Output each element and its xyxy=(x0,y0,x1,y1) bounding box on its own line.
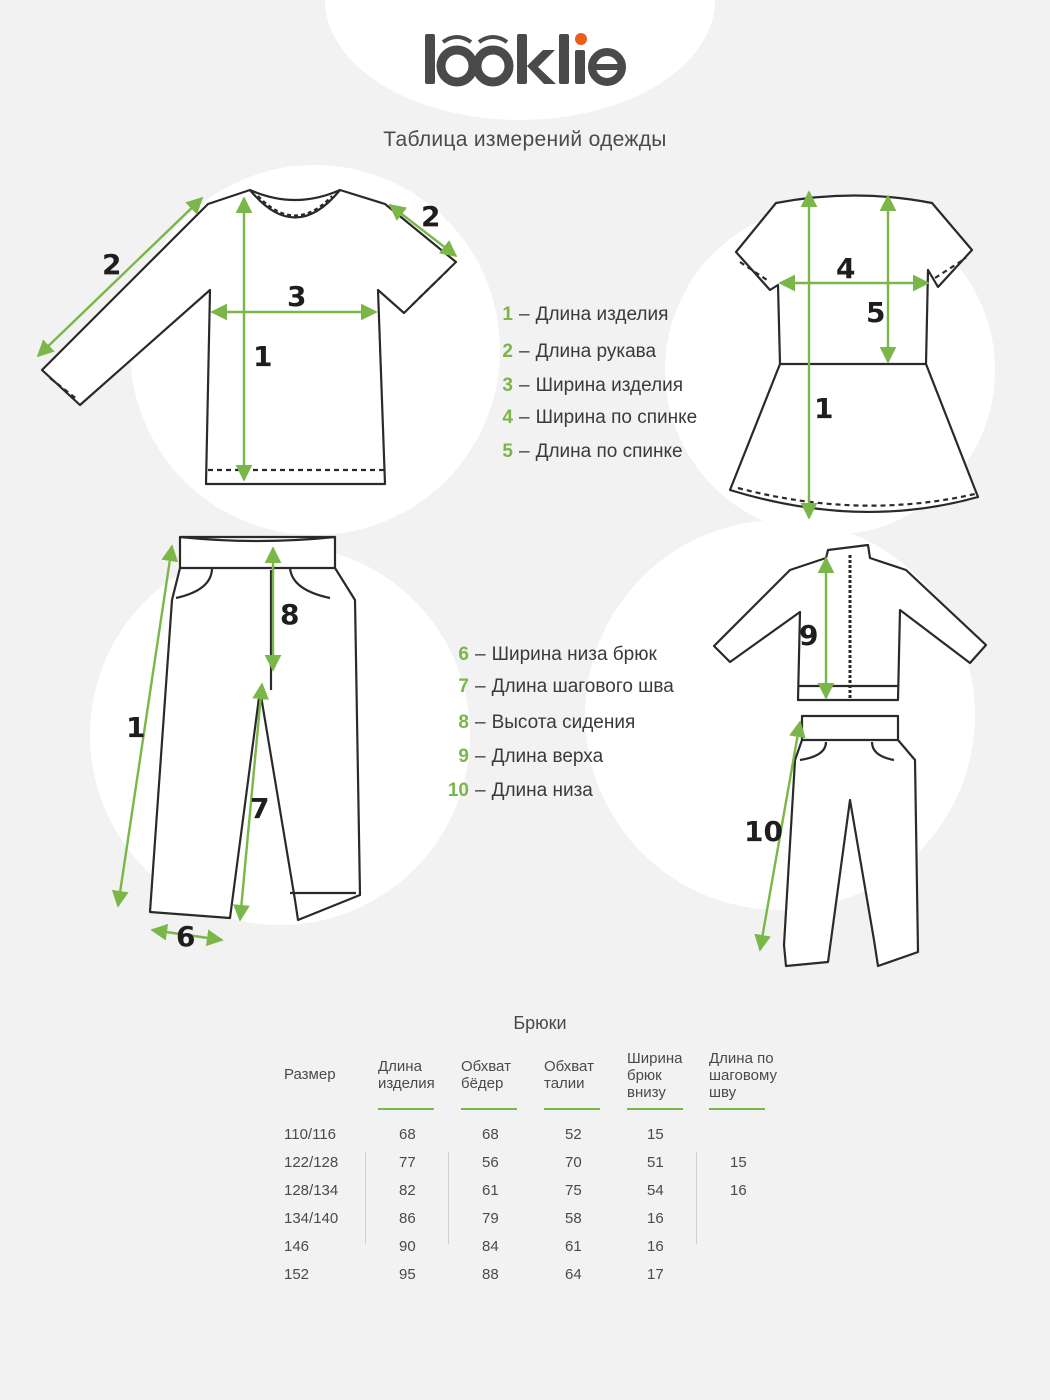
value-cell: 88 xyxy=(482,1266,499,1283)
value-cell: 68 xyxy=(482,1126,499,1143)
value-cell: 84 xyxy=(482,1238,499,1255)
tshirt-label-width: 3 xyxy=(287,280,307,313)
value-cell: 90 xyxy=(399,1238,416,1255)
dress-label-length: 1 xyxy=(814,392,834,425)
value-cell: 68 xyxy=(399,1126,416,1143)
header-underline xyxy=(709,1108,765,1110)
tshirt-label-length: 1 xyxy=(253,340,273,373)
legend-item: 8 – Высота сидения xyxy=(458,712,636,733)
value-cell: 51 xyxy=(647,1154,664,1171)
legend-item: 5 – Длина по спинке xyxy=(502,441,683,462)
legend-item: 7 – Длина шагового шва xyxy=(458,676,674,697)
value-cell: 82 xyxy=(399,1182,416,1199)
dress-label-back-length: 5 xyxy=(866,296,886,329)
suit-label-bottom-length: 10 xyxy=(744,815,783,848)
pants-label-bottom-width: 6 xyxy=(176,920,196,953)
header-underline xyxy=(627,1108,683,1110)
legend-item: 9 – Длина верха xyxy=(458,746,604,767)
header-hips: Обхват бёдер xyxy=(461,1058,511,1092)
value-cell: 61 xyxy=(482,1182,499,1199)
header-size: Размер xyxy=(284,1066,336,1083)
header-waist: Обхват талии xyxy=(544,1058,594,1092)
header-length: Длина изделия xyxy=(378,1058,435,1092)
size-cell: 146 xyxy=(284,1238,310,1255)
value-cell: 52 xyxy=(565,1126,582,1143)
value-cell: 17 xyxy=(647,1266,664,1283)
size-cell: 152 xyxy=(284,1266,310,1283)
legend-item: 10 – Длина низа xyxy=(447,780,593,801)
header-underline xyxy=(461,1108,517,1110)
value-cell: 77 xyxy=(399,1154,416,1171)
value-cell: 79 xyxy=(482,1210,499,1227)
suit-label-top-length: 9 xyxy=(799,619,819,652)
size-cell: 128/134 xyxy=(284,1182,339,1199)
value-cell: 61 xyxy=(565,1238,582,1255)
size-cell: 110/116 xyxy=(284,1126,336,1143)
value-cell: 16 xyxy=(647,1238,664,1255)
value-cell: 16 xyxy=(730,1182,747,1199)
value-cell: 75 xyxy=(565,1182,582,1199)
value-cell: 15 xyxy=(647,1126,664,1143)
legend-item: 6 – Ширина низа брюк xyxy=(458,644,657,665)
header-bottom-width: Ширина брюк внизу xyxy=(627,1050,683,1101)
legend-item: 1 – Длина изделия xyxy=(502,304,669,325)
value-cell: 64 xyxy=(565,1266,582,1283)
size-cell: 122/128 xyxy=(284,1154,339,1171)
dress-label-back-width: 4 xyxy=(836,252,856,285)
column-divider xyxy=(696,1152,697,1244)
legend-item: 4 – Ширина по спинке xyxy=(502,407,698,428)
column-divider xyxy=(448,1152,449,1244)
value-cell: 86 xyxy=(399,1210,416,1227)
tshirt-label-sleeve-left: 2 xyxy=(102,248,122,281)
column-divider xyxy=(365,1152,366,1244)
value-cell: 15 xyxy=(730,1154,747,1171)
value-cell: 58 xyxy=(565,1210,582,1227)
legend-item: 3 – Ширина изделия xyxy=(502,375,684,396)
value-cell: 16 xyxy=(647,1210,664,1227)
table-title: Брюки xyxy=(513,1013,567,1033)
size-cell: 134/140 xyxy=(284,1210,339,1227)
pants-label-length: 1 xyxy=(126,711,146,744)
value-cell: 70 xyxy=(565,1154,582,1171)
value-cell: 95 xyxy=(399,1266,416,1283)
pants-label-inseam: 7 xyxy=(250,792,270,825)
value-cell: 56 xyxy=(482,1154,499,1171)
page-subtitle: Таблица измерений одежды xyxy=(383,128,667,151)
pants-label-seat: 8 xyxy=(280,598,300,631)
header-underline xyxy=(378,1108,434,1110)
tshirt-label-sleeve-right: 2 xyxy=(421,200,441,233)
header-underline xyxy=(544,1108,600,1110)
value-cell: 54 xyxy=(647,1182,664,1199)
legend-item: 2 – Длина рукава xyxy=(502,341,657,362)
header-inseam: Длина по шаговому шву xyxy=(709,1050,777,1101)
